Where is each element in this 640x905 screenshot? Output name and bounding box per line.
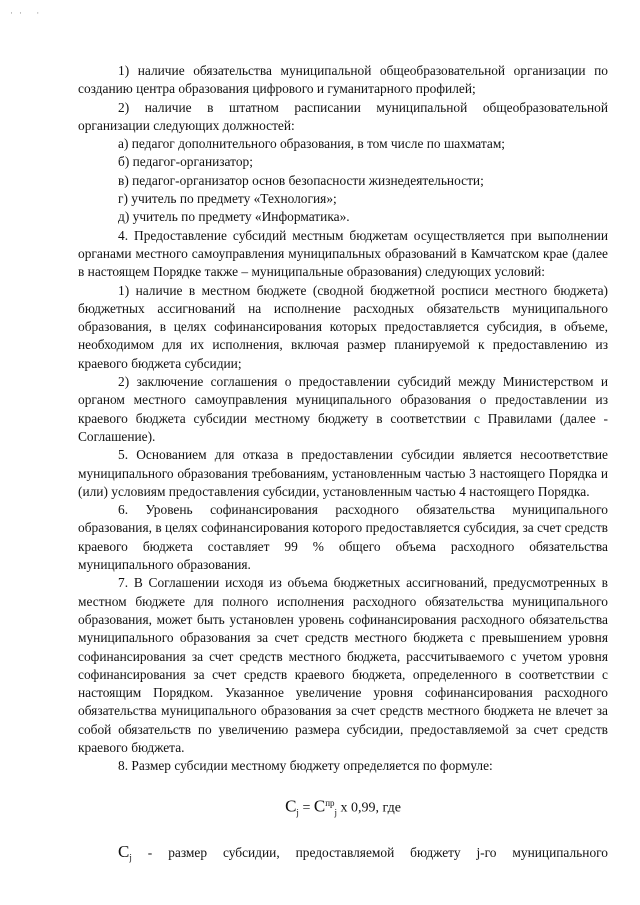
formula-lhs-sub: j xyxy=(296,807,299,818)
list-item-g: г) учитель по предмету «Технология»; xyxy=(118,191,337,207)
paragraph-section-4-item-1: 1) наличие в местном бюджете (сводной бюджетной росписи местного бюджета) бюджетных ассигнований на исполнение расходных обязательств муниципального образования, в целях софинансирования которых предоставляется субсидия, в объеме, необходимом для их исполнения, включая размер планируемой к предоставлению из краевого бюджета субсидии; xyxy=(78,282,608,371)
formula-eq: = xyxy=(298,800,314,816)
list-item-a: а) педагог дополнительного образования, в том числе по шахматам; xyxy=(118,136,506,152)
formula-rhs-sub: j xyxy=(334,807,338,818)
subsidy-formula xyxy=(78,794,608,822)
list-item-d: д) учитель по предмету «Информатика». xyxy=(118,209,350,225)
paragraph-condition-1: 1) наличие обязательства муниципальной общеобразовательной организации по созданию центра образования цифрового и гуманитарного профилей; xyxy=(78,63,608,97)
paragraph-condition-2: 2) наличие в штатном расписании муниципальной общеобразовательной организации следующих должностей: xyxy=(78,99,608,133)
paragraph-section-8: 8. Размер субсидии местному бюджету определяется по формуле: xyxy=(118,758,493,774)
formula-definition xyxy=(78,843,608,867)
list-item-b: б) педагог-организатор; xyxy=(118,154,253,170)
paragraph-section-4: 4. Предоставление субсидий местным бюджетам осуществляется при выполнении органами местного самоуправления муниципальных образований в Камчатском крае (далее в настоящем Порядке также – муниципальные образования) следующих условий: xyxy=(78,227,608,280)
document-page xyxy=(78,62,608,867)
definition-symbol: C xyxy=(118,842,130,862)
scan-corner-mark: ·· · xyxy=(10,8,46,18)
definition-symbol-sub: j xyxy=(129,853,132,863)
formula-lhs: C xyxy=(285,796,297,816)
paragraph-section-6: 6. Уровень софинансирования расходного обязательства муниципального образования, в целях софинансирования которого предоставляется субсидия, за счет средств краевого бюджета составляет 99 % общего объема расходного обязательства муниципального образования. xyxy=(78,502,608,573)
definition-text: - размер субсидии, предоставляемой бюджету j-го муниципального xyxy=(131,845,608,861)
list-item-v: в) педагог-организатор основ безопасности жизнедеятельности; xyxy=(118,172,484,188)
paragraph-section-4-item-2: 2) заключение соглашения о предоставлении субсидий между Министерством и органом местного самоуправления муниципального образования о предоставлении из краевого бюджета субсидии местному бюджету в соответствии с Правилами (далее - Соглашение). xyxy=(78,374,608,444)
formula-rhs-sup: пр xyxy=(325,797,335,808)
formula-rhs: C xyxy=(313,796,326,816)
formula-rest: x 0,99, где xyxy=(337,800,401,816)
paragraph-section-7: 7. В Соглашении исходя из объема бюджетных ассигнований, предусмотренных в местном бюджете для полного исполнения расходного обязательства муниципального образования, может быть установлен уровень софинансирования расходного обязательства муниципального образования за счет средств местного бюджета с превышением уровня софинансирования за счет средств местного бюджета, рассчитываемого с учетом уровня софинансирования за счет средств краевого бюджета, определенного в соответствии с настоящим Порядком. Указанное увеличение уровня софинансирования расходного обязательства муниципального образования за счет средств местного бюджета не влечет за собой обязательств по увеличению размера субсидии, предоставляемой за счет средств краевого бюджета. xyxy=(78,575,608,755)
paragraph-section-5: 5. Основанием для отказа в предоставлении субсидии является несоответствие муниципального образования требованиям, установленным частью 3 настоящего Порядка и (или) условиям предоставления субсидии, установленным частью 4 настоящего Порядка. xyxy=(78,447,608,499)
